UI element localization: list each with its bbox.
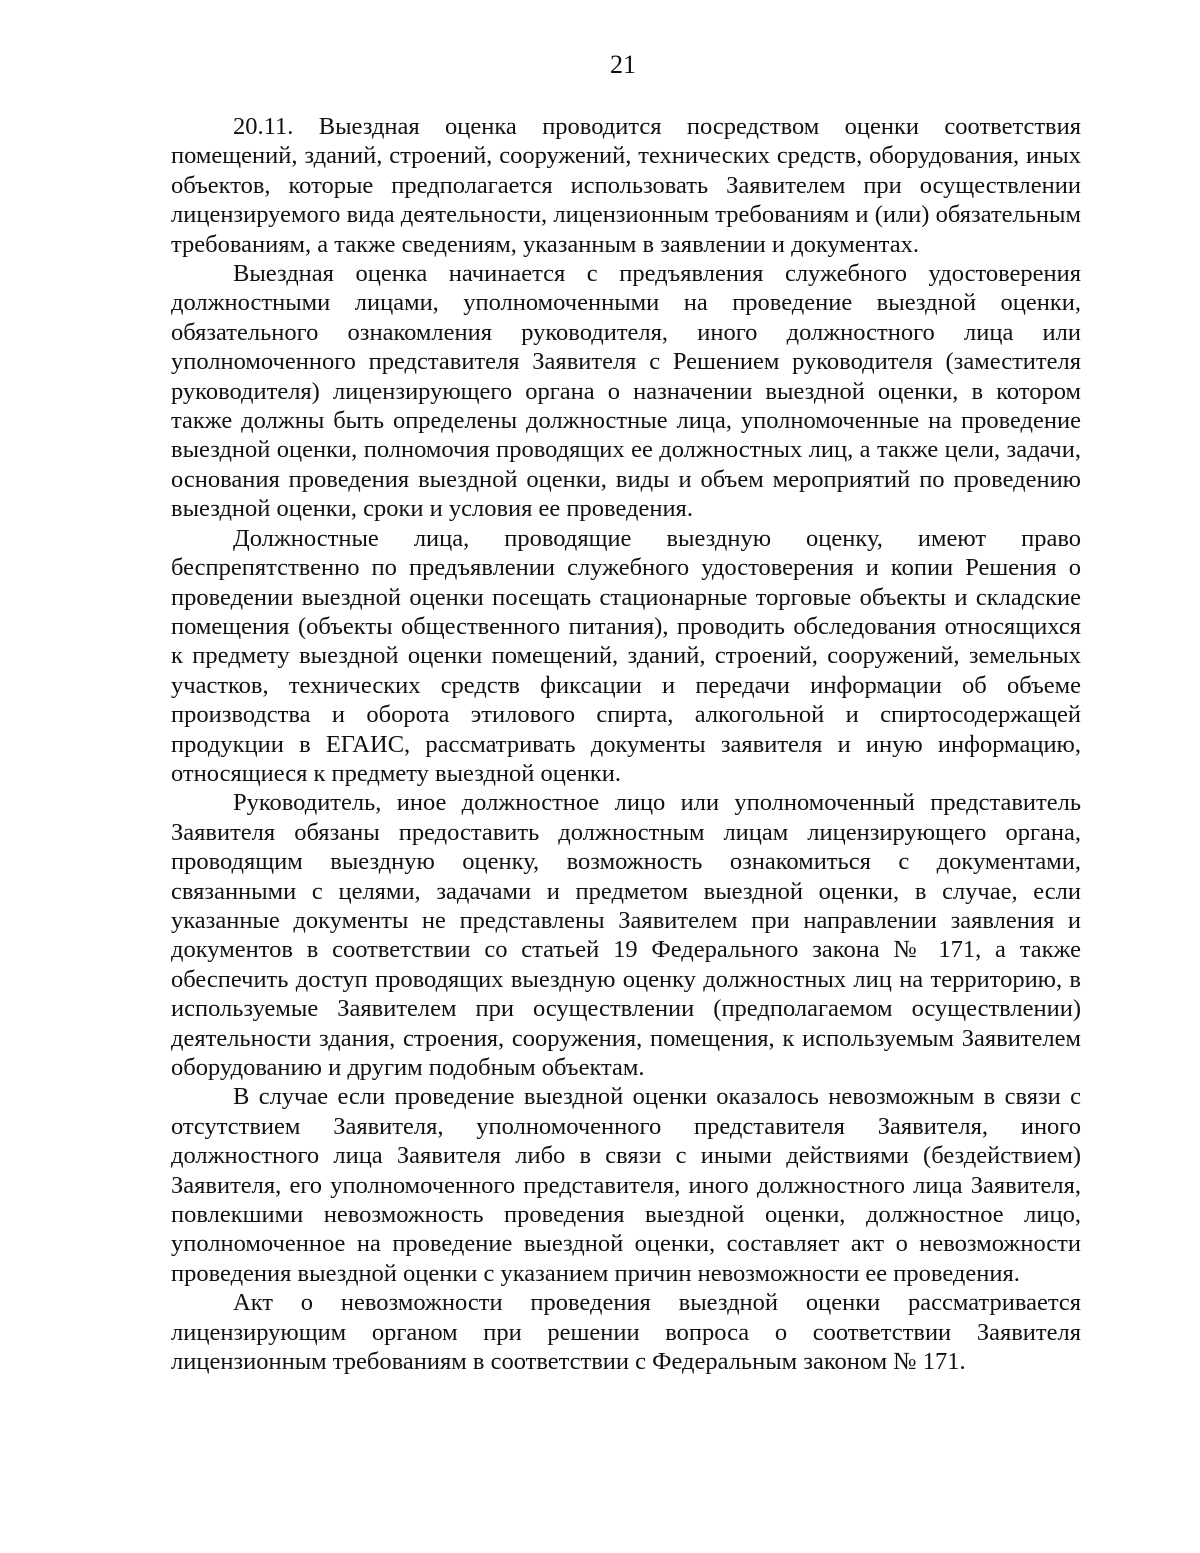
paragraph-applicant-obligations: Руководитель, иное должностное лицо или уполномоченный представитель Заявителя обязаны предоставить должностным лицам лицензирующего органа, проводящим выездную оценку, возможность ознакомиться с документами, связанными с целями, задачами и предметом выездной оценки, в случае, если указанные документы не представлены Заявителем при направлении заявления и документов в соответствии со статьей 19 Федерального закона № 171, а также обеспечить доступ проводящих выездную оценку должностных лиц на территорию, в используемые Заявителем при осуществлении (предполагаемом осуществлении) деятельности здания, строения, сооружения, помещения, к используемым Заявителем оборудованию и другим подобным объектам. [171,789,1081,1081]
paragraph-act-review: Акт о невозможности проведения выездной оценки рассматривается лицензирующим органом при решении вопроса о соответствии Заявителя лицензионным требованиям в соответствии с Федеральным законом № 171. [171,1289,1081,1376]
paragraph-impossibility-act: В случае если проведение выездной оценки оказалось невозможным в связи с отсутствием Заявителя, уполномоченного представителя Заявителя, иного должностного лица Заявителя либо в связи с иными действиями (бездействием) Заявителя, его уполномоченного представителя, иного должностного лица Заявителя, повлекшими невозможность проведения выездной оценки, должностное лицо, уполномоченное на проведение выездной оценки, составляет акт о невозможности проведения выездной оценки с указанием причин невозможности ее проведения. [171,1083,1081,1287]
paragraph-start-of-assessment: Выездная оценка начинается с предъявления служебного удостоверения должностными лицами, уполномоченными на проведение выездной оценки, обязательного ознакомления руководителя, иного должностного лица или уполномоченного представителя Заявителя с Решением руководителя (заместителя руководителя) лицензирующего органа о назначении выездной оценки, в котором также должны быть определены должностные лица, уполномоченные на проведение выездной оценки, полномочия проводящих ее должностных лиц, а также цели, задачи, основания проведения выездной оценки, виды и объем мероприятий по проведению выездной оценки, сроки и условия ее проведения. [171,260,1081,523]
document-body [171,112,1081,1376]
page-number: 21 [610,50,636,79]
paragraph-officials-rights: Должностные лица, проводящие выездную оценку, имеют право беспрепятственно по предъявлении служебного удостоверения и копии Решения о проведении выездной оценки посещать стационарные торговые объекты и складские помещения (объекты общественного питания), проводить обследования относящихся к предмету выездной оценки помещений, зданий, строений, сооружений, земельных участков, технических средств фиксации и передачи информации об объеме производства и оборота этилового спирта, алкогольной и спиртосодержащей продукции в ЕГАИС, рассматривать документы заявителя и иную информацию, относящиеся к предмету выездной оценки. [171,524,1081,787]
paragraph-20-11: 20.11. Выездная оценка проводится посредством оценки соответствия помещений, зданий, строений, сооружений, технических средств, оборудования, иных объектов, которые предполагается использовать Заявителем при осуществлении лицензируемого вида деятельности, лицензионным требованиям и (или) обязательным требованиям, а также сведениям, указанным в заявлении и документах. [171,113,1081,258]
